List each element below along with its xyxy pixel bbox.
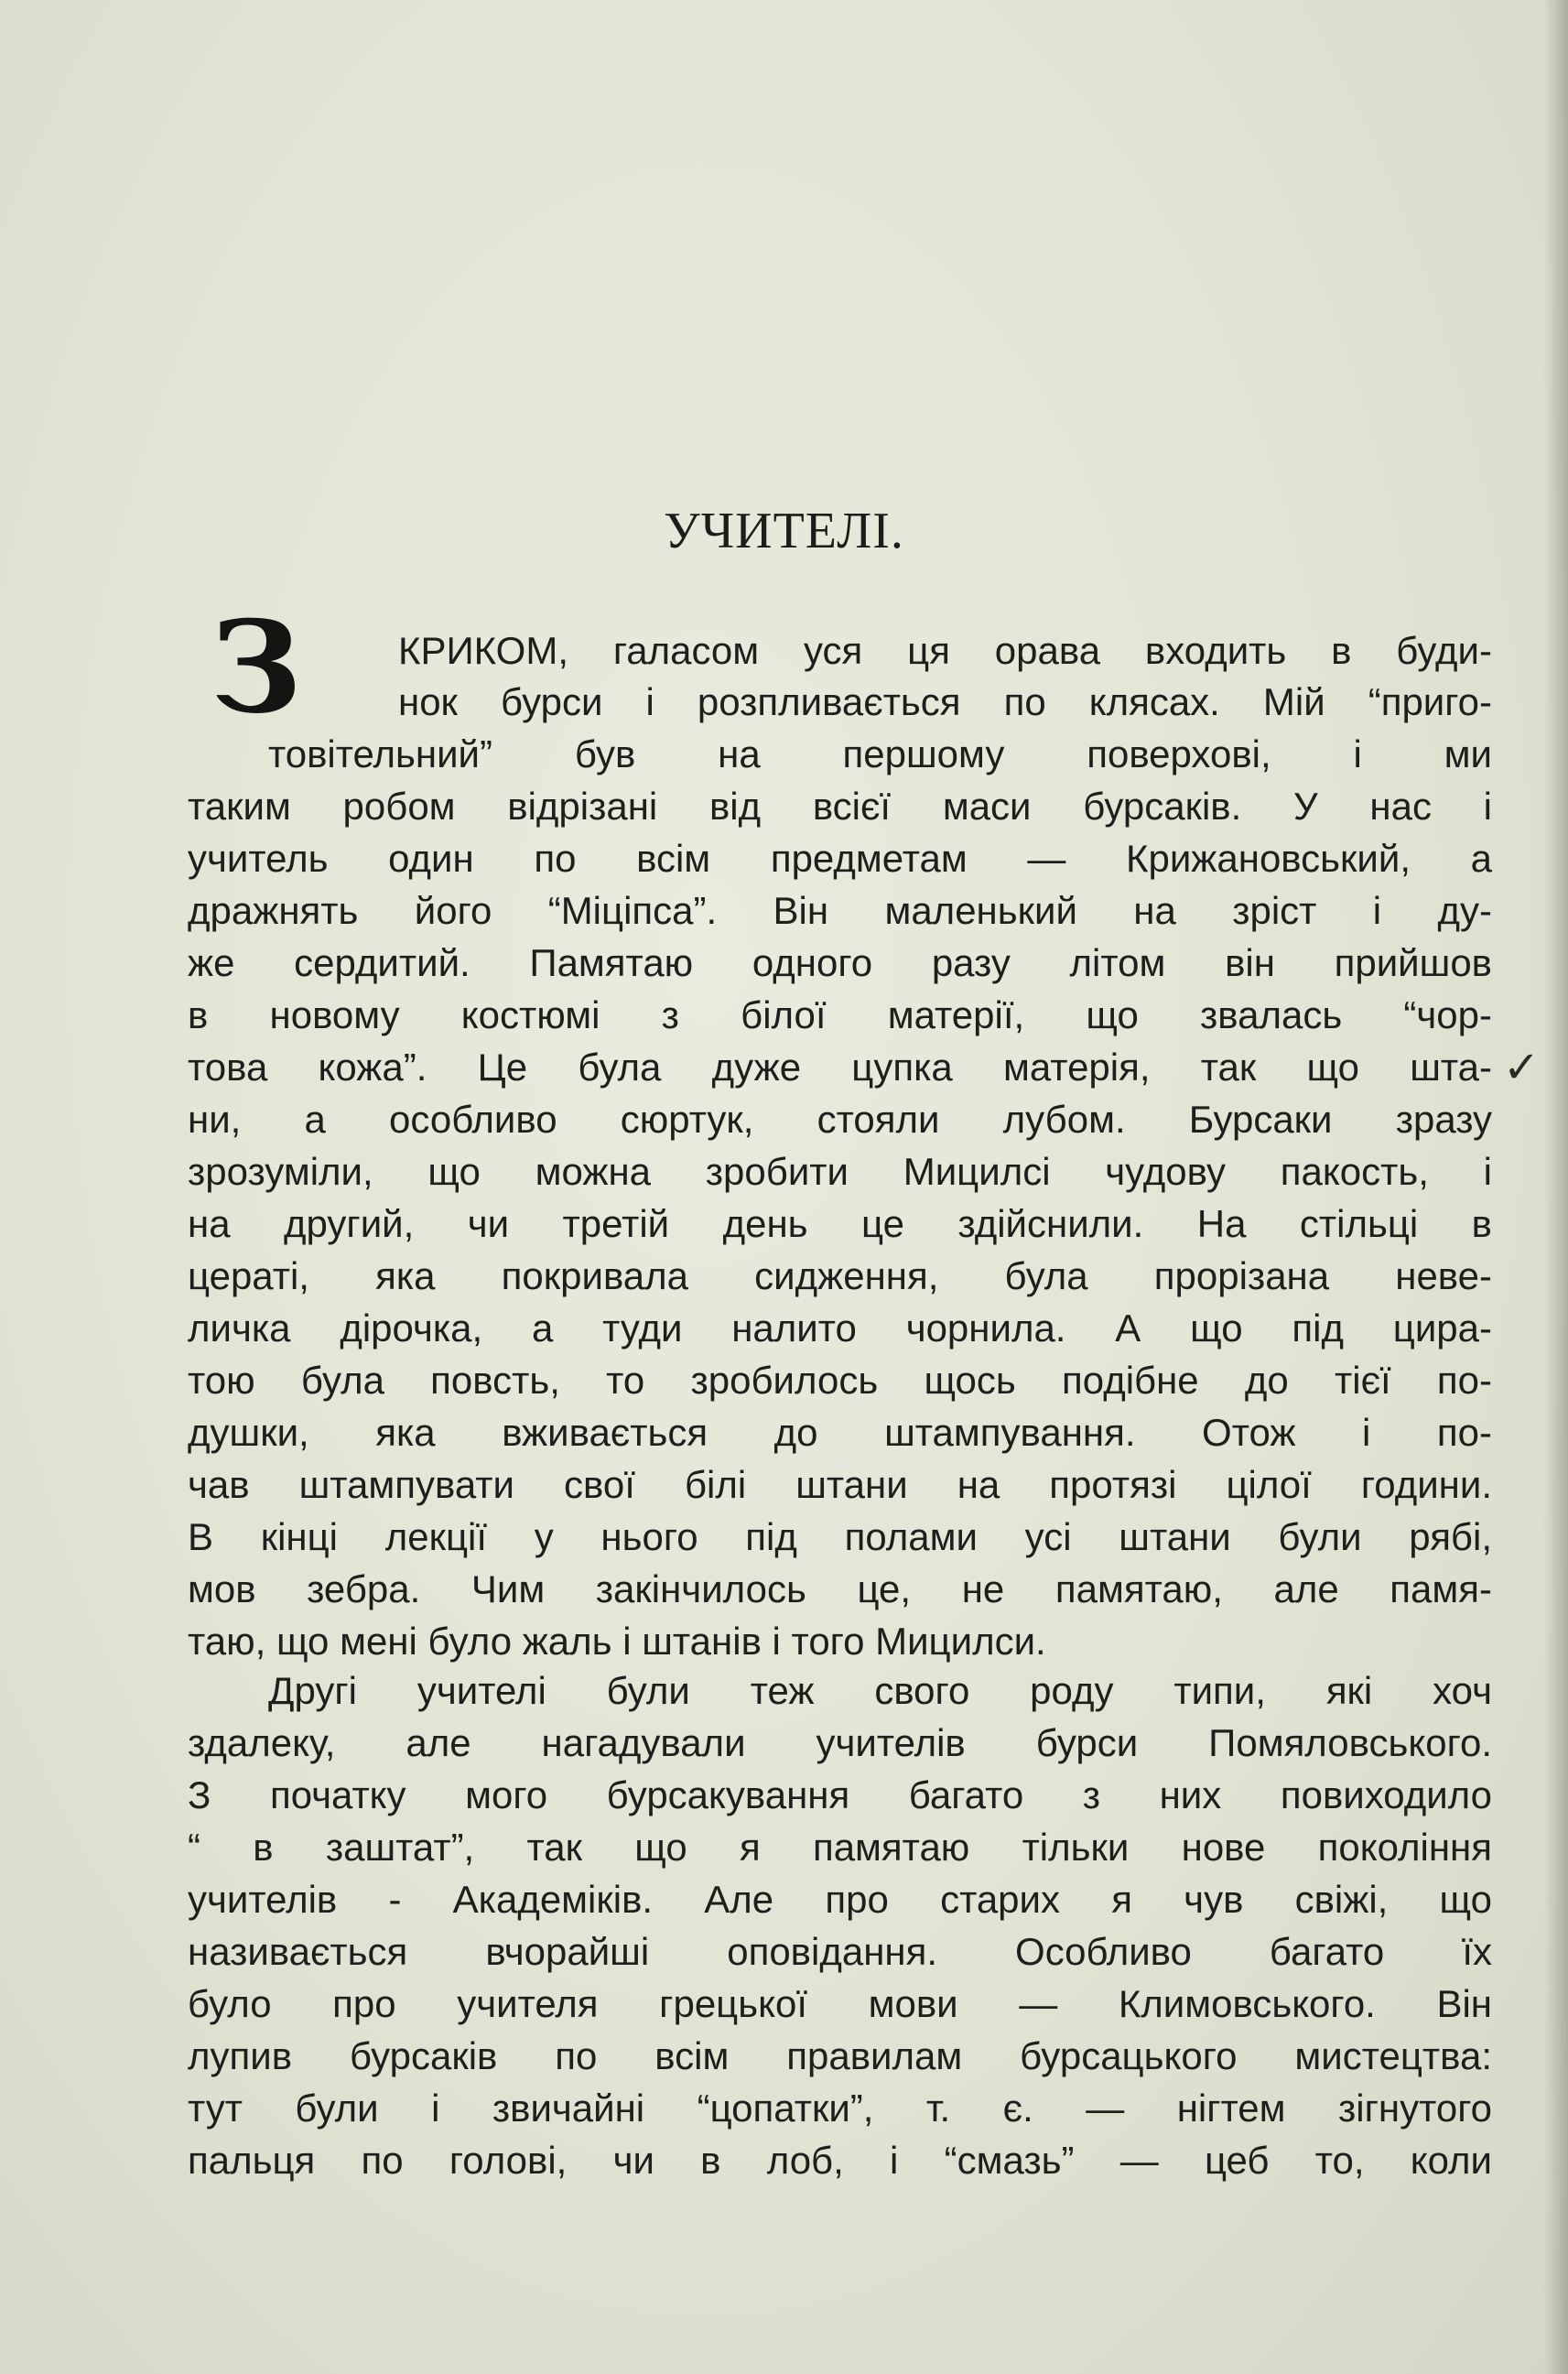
text-line: учитель один по всім предметам — Крижановський, а	[188, 837, 1492, 880]
text-line: цераті, яка покривала сидження, була прорізана неве-	[188, 1254, 1492, 1297]
text-line: пальця по голові, чи в лоб, і “смазь” — цеб то, коли	[188, 2139, 1492, 2182]
text-line: в новому костюмі з білої матерії, що звалась “чор-	[188, 993, 1492, 1036]
text-line: тою була повсть, то зробилось щось подібне до тієї по-	[188, 1359, 1492, 1402]
text-line: В кінці лекції у нього під полами усі штани були рябі,	[188, 1515, 1492, 1558]
chapter-title: УЧИТЕЛІ.	[664, 503, 904, 559]
text-line: на другий, чи третій день це здійснили. На стільці в	[188, 1202, 1492, 1245]
text-line: зрозуміли, що можна зробити Мицилсі чудову пакость, і	[188, 1150, 1492, 1193]
text-line: товітельний” був на першому поверхові, і ми	[268, 732, 1492, 775]
text-line: таким робом відрізані від всієї маси бурсаків. У нас і	[188, 785, 1492, 828]
text-line: дражнять його “Міціпса”. Він маленький на зріст і ду-	[188, 889, 1492, 932]
text-line: було про учителя грецької мови — Климовського. Він	[188, 1982, 1492, 2025]
text-line: тут були і звичайні “цопатки”, т. є. — нігтем зігнутого	[188, 2087, 1492, 2130]
text-line: КРИКОМ, галасом уся ця орава входить в буди-	[398, 629, 1492, 672]
text-line: мов зебра. Чим закінчилось це, не памятаю, але памя-	[188, 1567, 1492, 1610]
margin-check-mark: ✓	[1503, 1042, 1541, 1093]
text-line: личка дірочка, а туди налито чорнила. А що під цира-	[188, 1306, 1492, 1350]
text-line: “ в заштат”, так що я памятаю тільки нове покоління	[188, 1826, 1492, 1869]
text-line: чав штампувати свої білі штани на протязі цілої години.	[188, 1463, 1492, 1506]
text-line: ни, а особливо сюртук, стояли лубом. Бурсаки зразу	[188, 1098, 1492, 1141]
text-line: лупив бурсаків по всім правилам бурсацького мистецтва:	[188, 2034, 1492, 2077]
text-line: това кожа”. Це була дуже цупка матерія, так що шта-	[188, 1046, 1492, 1089]
text-line: же сердитий. Памятаю одного разу літом він прийшов	[188, 941, 1492, 984]
text-line: здалеку, але нагадували учителів бурси Помяловського.	[188, 1721, 1492, 1764]
text-line: таю, що мені було жаль і штанів і того Мицилси.	[188, 1620, 1046, 1663]
text-line: називається вчорайші оповідання. Особливо багато їх	[188, 1930, 1492, 1973]
text-line: душки, яка вживається до штампування. Отож і по-	[188, 1411, 1492, 1454]
page-edge-shadow	[1544, 0, 1568, 2374]
drop-cap: З	[211, 592, 302, 742]
text-line: нок бурси і розпливається по клясах. Мій “приго-	[398, 680, 1492, 723]
text-line: учителів - Академіків. Але про старих я чув свіжі, що	[188, 1878, 1492, 1921]
text-line: Другі учителі були теж свого роду типи, які хоч	[268, 1669, 1492, 1712]
text-line: З початку мого бурсакування багато з них повиходило	[188, 1773, 1492, 1816]
